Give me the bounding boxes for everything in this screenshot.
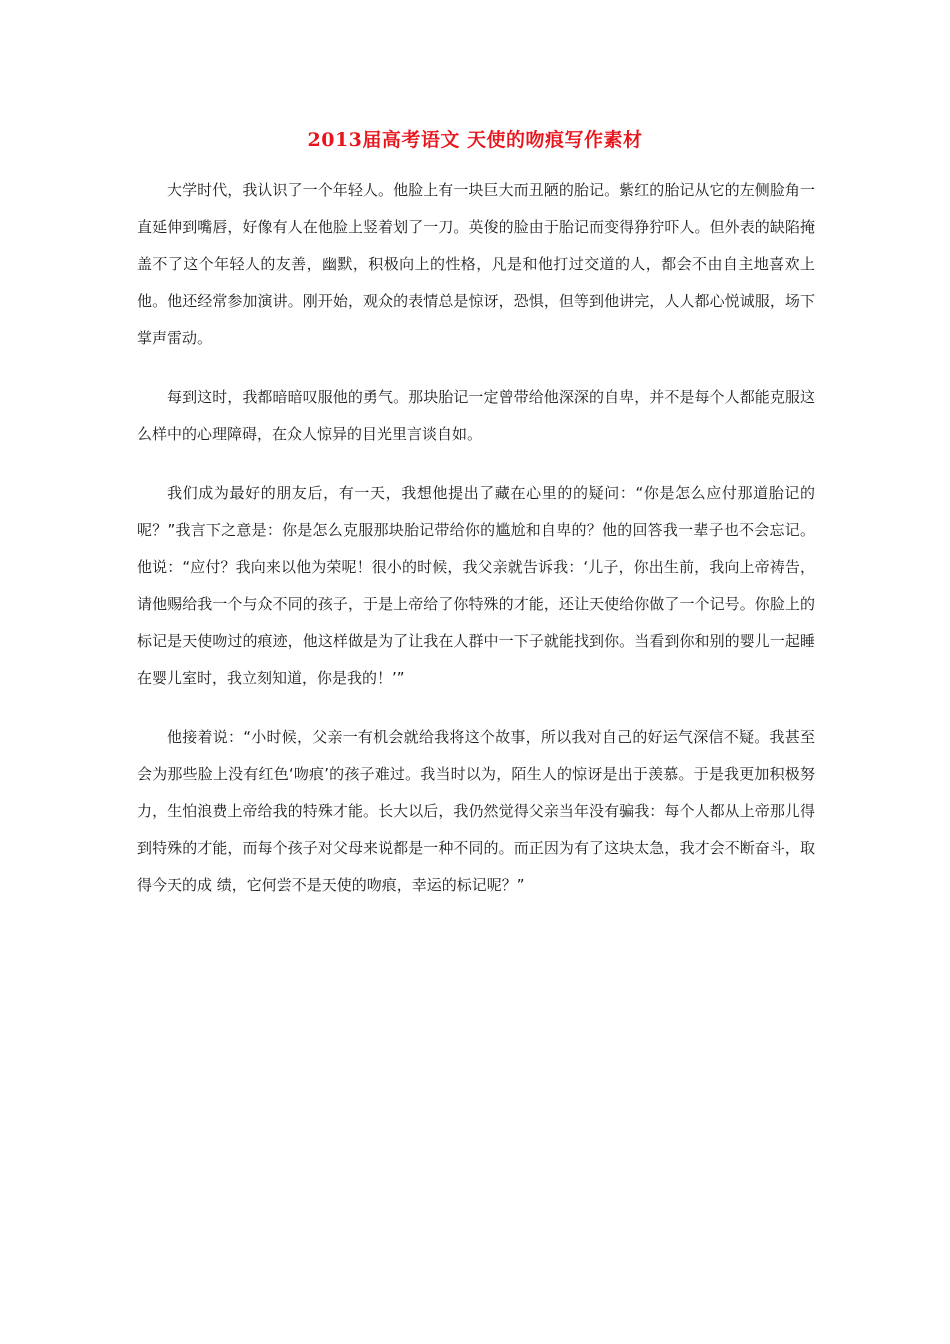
- paragraph-1: 大学时代，我认识了一个年轻人。他脸上有一块巨大而丑陋的胎记。紫红的胎记从它的左侧脸角一直延伸到嘴唇，好像有人在他脸上竖着划了一刀。英俊的脸由于胎记而变得狰狞吓人。但外表的缺陷掩盖不了这个年轻人的友善，幽默，积极向上的性格，凡是和他打过交道的人，都会不由自主地喜欢上他。他还经常参加演讲。刚开始，观众的表情总是惊讶，恐惧，但等到他讲完，人人都心悦诚服，场下掌声雷动。: [137, 181, 815, 347]
- paragraph-4: 他接着说：“小时候，父亲一有机会就给我将这个故事，所以我对自己的好运气深信不疑。我甚至会为那些脸上没有红色‘吻痕’的孩子难过。我当时以为，陌生人的惊讶是出于羡慕。于是我更加积极努力，生怕浪费上帝给我的特殊才能。长大以后，我仍然觉得父亲当年没有骗我：每个人都从上帝那儿得到特殊的才能，而每个孩子对父母来说都是一种不同的。而正因为有了这块太急，我才会不断奋斗，取得今天的成 绩，它何尝不是天使的吻痕，幸运的标记呢？”: [137, 728, 815, 894]
- document-title: 2013届高考语文 天使的吻痕写作素材: [307, 129, 643, 151]
- document-body: [137, 172, 815, 926]
- paragraph-2: 每到这时，我都暗暗叹服他的勇气。那块胎记一定曾带给他深深的自卑，并不是每个人都能克服这么样中的心理障碍，在众人惊异的目光里言谈自如。: [137, 388, 815, 443]
- paragraph-3: 我们成为最好的朋友后，有一天，我想他提出了藏在心里的的疑问：“你是怎么应付那道胎记的呢？”我言下之意是：你是怎么克服那块胎记带给你的尴尬和自卑的？他的回答我一辈子也不会忘记。他说：“应付？我向来以他为荣呢！很小的时候，我父亲就告诉我：‘儿子，你出生前，我向上帝祷告，请他赐给我一个与众不同的孩子，于是上帝给了你特殊的才能，还让天使给你做了一个记号。你脸上的标记是天使吻过的痕迹，他这样做是为了让我在人群中一下子就能找到你。当看到你和别的婴儿一起睡在婴儿室时，我立刻知道，你是我的！’”: [137, 484, 815, 687]
